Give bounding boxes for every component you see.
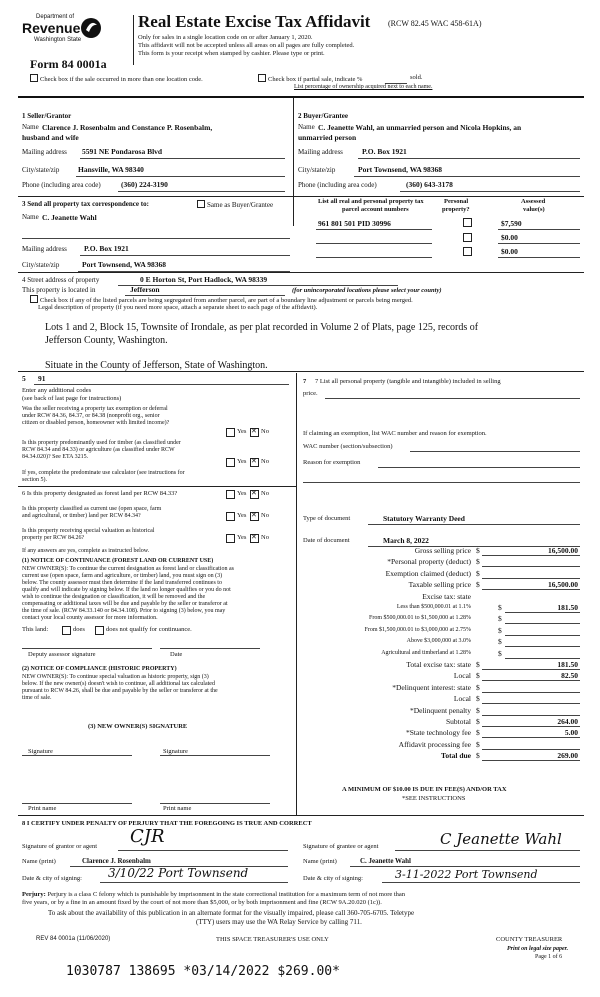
perjury-line-2: five years, or by a fine in an amount fixed by the court of not more than $5,000, or by both imprisonment and fine (RCW 9A.20.020 (1c)).: [22, 899, 382, 906]
dept-line3: Washington State: [34, 37, 82, 43]
q-calculator-2: section 5).: [22, 477, 47, 483]
current-use-yes[interactable]: [226, 512, 235, 521]
street-label: 4 Street address of property: [22, 276, 100, 284]
tax-row-line: [482, 555, 580, 556]
parcel-number-1[interactable]: 961 801 501 PID 30996: [318, 219, 391, 228]
tax-row-label: Affidavit processing fee: [398, 739, 471, 749]
parcel-value-3[interactable]: $0.00: [501, 247, 518, 256]
header-line1: Only for sales in a single location code on or after January 1, 2020.: [138, 34, 313, 41]
buyer-phone-line: [400, 191, 580, 192]
seller-city[interactable]: Hansville, WA 98340: [78, 165, 144, 174]
tax-row-value[interactable]: 269.00: [557, 751, 578, 761]
tax-row-value[interactable]: 82.50: [561, 671, 578, 681]
tax-row-dollar: $: [476, 682, 480, 692]
buyer-heading: 2 Buyer/Grantee: [298, 112, 348, 120]
tax-row-label: *State technology fee: [406, 728, 471, 738]
dept-line1: Department of: [36, 14, 75, 20]
minimum-due-note: A MINIMUM OF $10.00 IS DUE IN FEE(S) AND/OR TAX: [342, 786, 507, 793]
rule-before-5: [18, 371, 584, 372]
notice-continuance-line: compensating or additional taxes will be due and payable by the seller or transferor at: [22, 601, 228, 607]
parcel-col1-b: parcel account numbers: [342, 206, 409, 213]
tax-row-dollar: $: [476, 751, 480, 761]
grantee-signature: C Jeanette Wahl: [440, 830, 562, 848]
tax-row-dollar: $: [476, 728, 480, 738]
yes-label-3: Yes: [237, 490, 247, 497]
additional-codes-note: (see back of last page for instructions): [22, 395, 122, 402]
grantor-date-city[interactable]: 3/10/22 Port Townsend: [108, 866, 249, 880]
q-exemption-2: under RCW 84.36, 84.37, or 84.38 (nonprofit org., senior: [22, 413, 160, 419]
seller-address-line: [80, 158, 285, 159]
section5-number: 5: [22, 374, 26, 383]
buyer-name-1: C. Jeanette Wahl, an unmarried person and Nicola Hopkins, an: [318, 123, 522, 132]
no-label-1: No: [261, 428, 269, 435]
parcel-value3-line: [498, 257, 580, 258]
send-to-name-label: Name: [22, 213, 39, 221]
parcel-col1-a: List all real and personal property tax: [318, 198, 424, 205]
tax-row-dollar: $: [498, 614, 502, 624]
deputy-date-label: Date: [170, 651, 183, 658]
exemption-label: If claiming an exemption, list WAC number and reason for exemption.: [303, 430, 487, 437]
partial-sale-label: Check box if partial sale, indicate %: [268, 76, 363, 83]
tax-row-label: From $1,500,000.01 to $3,000,000 at 2.75%: [364, 626, 471, 633]
tax-row-line: [482, 760, 580, 761]
dept-line2: Revenue: [22, 20, 81, 36]
grantor-print-name[interactable]: Clarence J. Rosenbalm: [82, 857, 151, 865]
parcel-value1-line: [498, 229, 580, 230]
doc-type-line: [368, 524, 580, 525]
doc-date-label: Date of document: [303, 537, 350, 544]
seller-address-label: Mailing address: [22, 148, 67, 156]
notice-continuance-line: wish to continue the designation or classification, it will be removed and the: [22, 594, 206, 600]
grantee-date-line: [382, 882, 580, 883]
tax-row-dollar: $: [476, 580, 480, 590]
header-line3: This form is your receipt when stamped by cashier. Please type or print.: [138, 50, 325, 57]
tax-row-label: Subtotal: [445, 717, 471, 726]
q-exemption-yes[interactable]: [226, 428, 235, 437]
notice-continuance-line: current use (open space, farm and agriculture, or timber) land, you must sign on (3): [22, 573, 223, 579]
historic-no[interactable]: [250, 534, 259, 543]
segregated-label: Check box if any of the listed parcels are being segregated from another parcel, are part of a boundary line adjustment or parcels being merged.: [40, 297, 413, 304]
tax-row-value[interactable]: 181.50: [557, 603, 578, 612]
buyer-address-label: Mailing address: [298, 148, 343, 156]
grantor-signature: CJR: [130, 826, 165, 847]
same-as-buyer-label: Same as Buyer/Grantee: [207, 201, 274, 209]
buyer-address-line: [358, 158, 580, 159]
grantee-print-name[interactable]: C. Jeanette Wahl: [360, 857, 412, 865]
deputy-date-line[interactable]: [160, 648, 260, 649]
header-divider: [133, 15, 134, 65]
street-address-line: [118, 285, 398, 286]
land-does-checkbox[interactable]: [62, 626, 71, 635]
buyer-city-line: [354, 176, 580, 177]
perjury-text-1: Perjury is a class C felony which is punishable by imprisonment in the state correctional institution for a maximum term of not more than: [47, 891, 406, 898]
tax-row-value[interactable]: 16,500.00: [548, 580, 578, 590]
land-does-not-checkbox[interactable]: [95, 626, 104, 635]
tax-row-value[interactable]: 5.00: [564, 728, 578, 738]
certify-heading: 8 I CERTIFY UNDER PENALTY OF PERJURY THAT THE FOREGOING IS TRUE AND CORRECT: [22, 820, 312, 827]
land-does-not-label: does not qualify for continuance.: [106, 626, 192, 633]
form-number: Form 84 0001a: [30, 57, 107, 71]
parcel-value-2[interactable]: $0.00: [501, 233, 518, 242]
buyer-city-label: City/state/zip: [298, 166, 336, 174]
tax-row-label: Taxable selling price: [408, 580, 471, 590]
see-instructions-note: *SEE INSTRUCTIONS: [402, 795, 466, 802]
q-exemption-no[interactable]: [250, 428, 259, 437]
buyer-phone-label: Phone (including area code): [298, 181, 377, 189]
seller-phone-label: Phone (including area code): [22, 181, 101, 189]
tax-row-line: [505, 612, 580, 613]
buyer-name-label: Name: [298, 123, 315, 131]
tax-row-dollar: $: [476, 717, 480, 726]
personal-property-heading-1: 7 List all personal property (tangible and intangible) included in selling: [315, 378, 501, 385]
notice-compliance-line: NEW OWNER(S): To continue special valuation as historic property, sign (3): [22, 674, 209, 680]
q-timber-2: RCW 84.34 and 84.33) or agriculture (as classified under RCW: [22, 447, 175, 453]
tax-row-line: [482, 578, 580, 579]
personal-property-checkbox-3[interactable]: [463, 247, 472, 256]
tax-row-label: *Delinquent interest: state: [392, 682, 471, 692]
deputy-signature-label: Deputy assessor signature: [28, 651, 96, 658]
q-timber-3: 84.34.020)? See ETA 3215.: [22, 454, 89, 460]
washington-swirl-icon: [80, 16, 102, 40]
grantee-name-label: Name (print): [303, 858, 337, 865]
parcel-row1-line: [316, 229, 432, 230]
send-to-city[interactable]: Port Townsend, WA 98368: [82, 260, 167, 269]
doc-date[interactable]: March 8, 2022: [383, 536, 429, 545]
seller-city-label: City/state/zip: [22, 166, 60, 174]
tax-row-line: [505, 658, 580, 659]
no-label-2: No: [261, 458, 269, 465]
yes-label-4: Yes: [237, 512, 247, 519]
send-to-blank-line: [22, 238, 290, 239]
notice-continuance-line: the time of sale. (RCW 84.33.140 or 84.34.108). Prior to signing (3) below, you may: [22, 608, 226, 614]
form-title: Real Estate Excise Tax Affidavit: [138, 12, 371, 31]
page-number: Page 1 of 6: [535, 954, 563, 960]
partial-sold-label: sold.: [410, 74, 423, 81]
no-label-5: No: [261, 534, 269, 541]
tax-row-dollar: $: [498, 603, 502, 612]
tax-row-dollar: $: [476, 739, 480, 749]
seller-address[interactable]: 5591 NE Pondarosa Blvd: [82, 147, 163, 156]
section-divider-5-7: [296, 373, 297, 815]
owner-signature-label-2: Signature: [163, 748, 188, 755]
additional-codes-label: Enter any additional codes: [22, 387, 92, 394]
grantor-sig-line[interactable]: [118, 850, 288, 851]
grantor-name-label: Name (print): [22, 858, 56, 865]
multi-location-label: Check box if the sale occurred in more than one location code.: [40, 76, 203, 83]
tax-row-label: Total due: [441, 751, 471, 761]
notice-compliance-line: pursuant to RCW 84.26, shall be due and payable by the seller or transferor at the: [22, 688, 218, 694]
tax-row-line: [505, 623, 580, 624]
seller-name-2: husband and wife: [22, 133, 79, 142]
forest-land-no[interactable]: [250, 490, 259, 499]
accessibility-line-1: To ask about the availability of this publication in an alternate format for the visually impaired, please call 360-705-6705. Teletype: [48, 909, 415, 917]
tax-row-line: [505, 635, 580, 636]
reason-label: Reason for exemption: [303, 459, 361, 466]
tax-row-label: Local: [453, 694, 471, 704]
tax-row-dollar: $: [476, 546, 480, 555]
grantor-date-line: [100, 882, 288, 883]
tax-row-line: [505, 646, 580, 647]
deputy-signature-line[interactable]: [22, 648, 152, 649]
historic-q1: Is this property receiving special valuation as historical: [22, 528, 155, 534]
tax-row-dollar: $: [476, 557, 480, 567]
buyer-address[interactable]: P.O. Box 1921: [362, 147, 407, 156]
segregated-check[interactable]: [30, 295, 413, 304]
parcel-col2-a: Personal: [444, 198, 469, 205]
historic-q2: property per RCW 84.26?: [22, 535, 85, 541]
q-exemption-3: citizen or disabled person, homeowner with limited income)?: [22, 420, 170, 426]
partial-sale-check[interactable]: [258, 74, 362, 83]
personal-property-line[interactable]: [325, 398, 580, 399]
reason-line-2[interactable]: [303, 482, 580, 483]
no-label-3: No: [261, 490, 269, 497]
q-calculator-1: If yes, complete the predominate use calculator (see instructions for: [22, 470, 185, 476]
top-rule: [18, 96, 584, 98]
seller-name-label: Name: [22, 123, 39, 131]
tax-row-line: [482, 737, 580, 738]
parcel-col3-a: Assessed: [521, 198, 546, 205]
tax-row-line: [482, 726, 580, 727]
yes-label-5: Yes: [237, 534, 247, 541]
send-to-address-label: Mailing address: [22, 245, 67, 253]
owner-print-label-2: Print name: [163, 805, 192, 812]
notice-compliance-line: below. If the new owner(s) doesn't wish to continue, all additional tax calculated: [22, 681, 215, 687]
buyer-city[interactable]: Port Townsend, WA 98368: [358, 165, 443, 174]
rule-before-8: [18, 815, 584, 816]
current-use-q2: and agricultural, or timber) land per RCW 84.34?: [22, 513, 141, 519]
same-as-buyer-check[interactable]: [197, 200, 273, 209]
seller-phone-line: [118, 191, 285, 192]
buyer-name-2: unmarried person: [298, 133, 357, 142]
notice-continuance-line: contact your local county assessor for more information.: [22, 615, 158, 621]
personal-property-checkbox-1[interactable]: [463, 218, 472, 227]
no-label-4: No: [261, 512, 269, 519]
tax-row-line: [482, 715, 580, 716]
grantor-sig-label: Signature of grantor or agent: [22, 843, 98, 850]
located-county[interactable]: Jefferson: [130, 285, 160, 294]
q-exemption-1: Was the seller receiving a property tax exemption or deferral: [22, 406, 168, 412]
owner-print-line-1[interactable]: [22, 803, 132, 804]
grantee-name-line: [350, 866, 580, 867]
land-does-label: does: [73, 626, 85, 633]
send-to-city-label: City/state/zip: [22, 261, 60, 269]
forest-land-question: 6 Is this property designated as forest land per RCW 84.33?: [22, 490, 178, 497]
doc-type-label: Type of document: [303, 515, 351, 522]
wac-label: WAC number (section/subsection): [303, 443, 393, 450]
parcel-col2-b: property?: [442, 206, 470, 213]
notice-compliance-line: time of sale.: [22, 695, 52, 701]
tax-row-dollar: $: [476, 660, 480, 669]
rule-before-4: [18, 272, 584, 273]
street-address[interactable]: 0 E Horton St, Port Hadlock, WA 98339: [140, 275, 268, 284]
tax-row-line: [482, 566, 580, 567]
multi-location-check[interactable]: [30, 74, 203, 83]
parcel-value2-line: [498, 243, 580, 244]
tax-row-line: [482, 692, 580, 693]
seller-heading: 1 Seller/Grantor: [22, 112, 72, 120]
notice-continuance-line: qualify and will indicate by signing below. If the land no longer qualifies or you do not: [22, 587, 231, 593]
rule-before-6: [18, 486, 296, 487]
tax-row-dollar: $: [498, 648, 502, 658]
grantor-date-label: Date & city of signing:: [22, 875, 82, 882]
owner-signature-line-1[interactable]: [22, 755, 132, 756]
header-line2: This affidavit will not be accepted unless all areas on all pages are fully completed.: [138, 42, 355, 49]
send-to-address-line: [80, 255, 290, 256]
section-divider-1-2: [293, 98, 294, 226]
buyer-phone[interactable]: (360) 643-3178: [406, 180, 453, 189]
tax-row-label: Total excise tax: state: [406, 660, 471, 669]
historic-yes[interactable]: [226, 534, 235, 543]
grantee-sig-label: Signature of grantee or agent: [303, 843, 379, 850]
parcel-col3-b: value(s): [523, 206, 545, 213]
revision-number: REV 84 0001a (11/06/2020): [36, 936, 111, 942]
dor-logo: [22, 14, 104, 56]
tax-row-label: Above $3,000,000 at 3.0%: [406, 638, 471, 645]
tax-row-line: [482, 669, 580, 670]
tax-row-label: Exemption claimed (deduct): [385, 568, 471, 578]
tax-row-label: Excise tax: state: [422, 591, 471, 601]
tax-row-value[interactable]: 181.50: [557, 660, 578, 669]
treasurer-use-only: THIS SPACE TREASURER'S USE ONLY: [216, 936, 329, 943]
located-note: (for unincorporated locations please select your county): [292, 287, 442, 294]
tax-row-label: *Delinquent penalty: [409, 705, 471, 715]
rule-after-1-2: [18, 196, 584, 197]
doc-type[interactable]: Statutory Warranty Deed: [383, 514, 465, 523]
legal-description-1: Lots 1 and 2, Block 15, Townsite of Irondale, as per plat recorded in Volume 2 of Plats, page 125, records of: [45, 322, 479, 333]
notice-compliance-title: (2) NOTICE OF COMPLIANCE (HISTORIC PROPERTY): [22, 666, 177, 672]
land-use-code-line: [34, 384, 289, 385]
seller-phone[interactable]: (360) 224-3190: [121, 180, 168, 189]
parcel-row3-line[interactable]: [316, 257, 432, 258]
tax-row-label: Gross selling price: [414, 546, 471, 555]
tax-row-line: [482, 749, 580, 750]
seller-city-line: [76, 176, 285, 177]
yes-label-2: Yes: [237, 458, 247, 465]
owner-signature-label-1: Signature: [28, 748, 53, 755]
perjury-line-1: [22, 891, 405, 898]
legal-label: Legal description of property (if you need more space, attach a separate sheet to each page of the affidavit).: [38, 304, 318, 311]
county-treasurer: COUNTY TREASURER: [496, 936, 563, 943]
tax-row-label: Agricultural and timberland at 1.28%: [381, 649, 471, 656]
forest-land-yes[interactable]: [226, 490, 235, 499]
send-to-address[interactable]: P.O. Box 1921: [84, 244, 129, 253]
legal-description-3: Situate in the County of Jefferson, State of Washington.: [45, 360, 268, 371]
located-label: This property is located in: [22, 286, 96, 294]
personal-property-heading-2: price.: [303, 390, 318, 397]
reason-line[interactable]: [378, 467, 580, 468]
tax-row-label: From $500,000.01 to $1,500,000 at 1.28%: [369, 615, 471, 622]
q-timber-1: Is this property predominantly used for timber (as classified under: [22, 440, 181, 446]
seller-name-1: Clarence J. Rosenbalm and Constance P. Rosenbalm,: [42, 123, 213, 132]
grantee-date-label: Date & city of signing:: [303, 875, 363, 882]
current-use-q1: Is this property classified as current use (open space, farm: [22, 506, 162, 512]
send-to-heading: 3 Send all property tax correspondence to:: [22, 200, 149, 208]
tax-row-value[interactable]: 16,500.00: [548, 546, 578, 555]
q-timber-no[interactable]: [250, 458, 259, 467]
accessibility-line-2: (TTY) users may use the WA Relay Service by calling 711.: [196, 918, 362, 926]
this-land-label: This land:: [22, 626, 49, 633]
ownership-pct-note: List percentage of ownership acquired next to each name.: [294, 84, 433, 90]
notice-continuance-title: (1) NOTICE OF CONTINUANCE (FOREST LAND OR CURRENT USE): [22, 558, 214, 564]
tax-row-value[interactable]: 264.00: [557, 717, 578, 726]
tax-row-dollar: $: [476, 671, 480, 681]
grantee-date-city[interactable]: 3-11-2022 Port Townsend: [395, 868, 538, 881]
new-owner-signature-title: (3) NEW OWNER(S) SIGNATURE: [88, 723, 188, 730]
tax-row-label: Local: [453, 671, 471, 681]
form-title-rcw: (RCW 82.45 WAC 458-61A): [388, 19, 482, 28]
tax-row-dollar: $: [476, 694, 480, 704]
grantee-sig-line[interactable]: [395, 850, 580, 851]
notice-continuance-line: below. The county assessor must then determine if the land transferred continues to: [22, 580, 222, 586]
owner-print-label-1: Print name: [28, 805, 57, 812]
notice-continuance-line: NEW OWNER(S): To continue the current designation as forest land or classification as: [22, 566, 234, 572]
personal-property-checkbox-2[interactable]: [463, 233, 472, 242]
tax-row-line: [482, 703, 580, 704]
send-to-name[interactable]: C. Jeanette Wahl: [42, 213, 97, 222]
tax-row-dollar: $: [476, 705, 480, 715]
wac-line[interactable]: [410, 451, 580, 452]
tax-row-line: [482, 589, 580, 590]
tax-row-line: [482, 680, 580, 681]
owner-signature-line-2[interactable]: [160, 755, 270, 756]
land-use-code[interactable]: 91: [38, 374, 46, 383]
tax-row-dollar: $: [476, 568, 480, 578]
owner-print-line-2[interactable]: [160, 803, 270, 804]
personal-property-heading: 7: [303, 378, 307, 385]
answers-yes-instruction: If any answers are yes, complete as instructed below.: [22, 548, 150, 554]
tax-row-label: Less than $500,000.01 at 1.1%: [396, 604, 471, 610]
tax-row-label: *Personal property (deduct): [387, 557, 471, 567]
yes-label-1: Yes: [237, 428, 247, 435]
current-use-no[interactable]: [250, 512, 259, 521]
q-timber-yes[interactable]: [226, 458, 235, 467]
tax-row-dollar: $: [498, 625, 502, 635]
legal-description-2: Jefferson County, Washington.: [45, 335, 168, 346]
perjury-bold: Perjury:: [22, 891, 46, 898]
legal-paper-note: Print on legal size paper.: [507, 946, 569, 952]
tax-row-dollar: $: [498, 637, 502, 647]
parcel-row2-line[interactable]: [316, 243, 432, 244]
parcel-value-1[interactable]: $7,590: [501, 219, 522, 228]
receipt-stamp: 1030787 138695 *03/14/2022 $269.00*: [66, 964, 340, 979]
